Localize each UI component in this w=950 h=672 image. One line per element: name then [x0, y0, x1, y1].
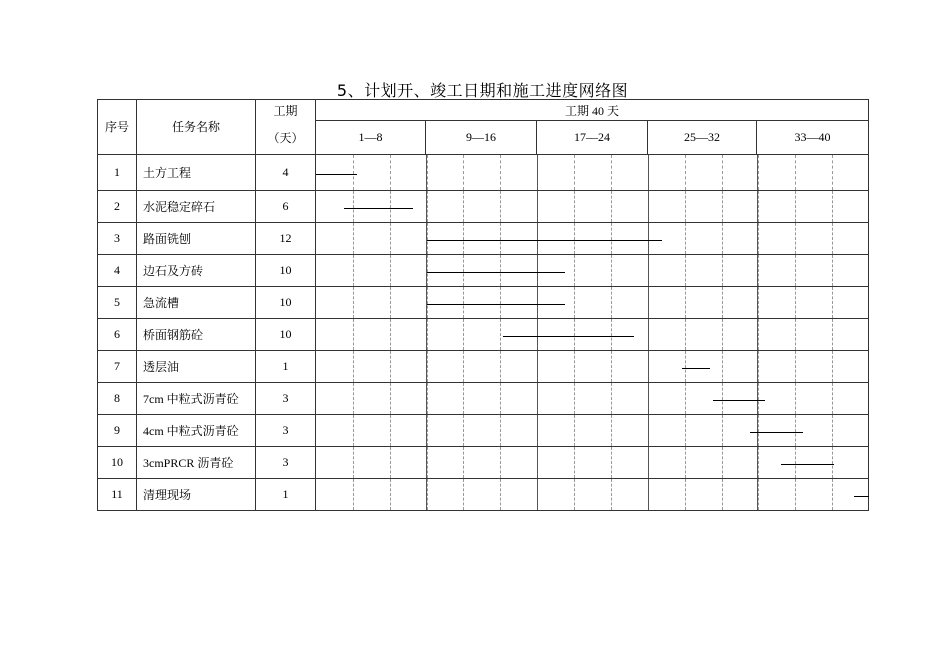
grid-line — [795, 479, 796, 510]
grid-line — [574, 287, 575, 318]
grid-line — [427, 223, 428, 254]
header-seq: 序号 — [98, 100, 137, 155]
grid-line — [574, 191, 575, 222]
grid-line — [611, 287, 612, 318]
segment-divider — [757, 191, 758, 222]
task-duration: 4 — [256, 155, 316, 191]
schedule-bar — [503, 336, 634, 337]
grid-line — [427, 319, 428, 350]
grid-line — [795, 223, 796, 254]
grid-line — [500, 447, 501, 478]
grid-line — [611, 351, 612, 382]
gantt-track — [316, 415, 869, 447]
grid-line — [685, 319, 686, 350]
grid-line — [722, 479, 723, 510]
grid-line — [463, 319, 464, 350]
task-name: 边石及方砖 — [137, 255, 256, 287]
grid-line — [500, 155, 501, 190]
header-task: 任务名称 — [137, 100, 256, 155]
segment-divider — [648, 155, 649, 190]
grid-line — [500, 479, 501, 510]
grid-line — [832, 415, 833, 446]
task-name: 3cmPRCR 沥青砼 — [137, 447, 256, 479]
gantt-track — [316, 155, 869, 191]
grid-line — [427, 479, 428, 510]
schedule-table — [97, 99, 869, 511]
table-row — [98, 447, 869, 479]
segment-divider — [537, 223, 538, 254]
segment-divider — [757, 383, 758, 414]
segment-divider — [426, 287, 427, 318]
task-duration: 10 — [256, 255, 316, 287]
grid-line — [758, 479, 759, 510]
grid-line — [685, 191, 686, 222]
schedule-bar — [427, 272, 565, 273]
task-duration: 1 — [256, 479, 316, 511]
segment-divider — [537, 415, 538, 446]
task-number: 5 — [98, 287, 137, 319]
gantt-track — [316, 447, 869, 479]
grid-line — [427, 447, 428, 478]
grid-line — [722, 319, 723, 350]
grid-line — [795, 383, 796, 414]
segment-divider — [648, 479, 649, 510]
gantt-track — [316, 223, 869, 255]
gantt-track — [316, 255, 869, 287]
grid-line — [427, 383, 428, 414]
grid-line — [685, 415, 686, 446]
grid-line — [574, 415, 575, 446]
segment-divider — [757, 319, 758, 350]
segment-divider — [537, 319, 538, 350]
grid-line — [685, 223, 686, 254]
table-row — [98, 223, 869, 255]
gantt-track — [316, 383, 869, 415]
grid-line — [390, 479, 391, 510]
segment-divider — [426, 191, 427, 222]
grid-line — [685, 155, 686, 190]
schedule-bar — [682, 368, 710, 369]
grid-line — [758, 223, 759, 254]
table-row — [98, 479, 869, 511]
grid-line — [574, 319, 575, 350]
grid-line — [427, 155, 428, 190]
grid-line — [390, 155, 391, 190]
segment-divider — [426, 383, 427, 414]
grid-line — [611, 415, 612, 446]
segment-divider — [426, 351, 427, 382]
grid-line — [795, 415, 796, 446]
table-row — [98, 383, 869, 415]
grid-line — [722, 255, 723, 286]
grid-line — [574, 255, 575, 286]
task-number: 8 — [98, 383, 137, 415]
segment-divider — [757, 447, 758, 478]
grid-line — [463, 383, 464, 414]
gantt-track — [316, 479, 869, 511]
task-number: 11 — [98, 479, 137, 511]
grid-line — [611, 191, 612, 222]
grid-line — [574, 447, 575, 478]
schedule-bar — [427, 240, 662, 241]
grid-line — [353, 287, 354, 318]
header-segment: 33—40 — [757, 121, 869, 155]
grid-line — [500, 223, 501, 254]
grid-line — [722, 155, 723, 190]
grid-line — [574, 223, 575, 254]
grid-line — [758, 415, 759, 446]
grid-line — [463, 255, 464, 286]
grid-line — [832, 255, 833, 286]
grid-line — [722, 447, 723, 478]
grid-line — [611, 255, 612, 286]
grid-line — [390, 447, 391, 478]
grid-line — [574, 383, 575, 414]
segment-divider — [537, 155, 538, 190]
grid-line — [722, 383, 723, 414]
gantt-track — [316, 191, 869, 223]
task-name: 急流槽 — [137, 287, 256, 319]
task-duration: 10 — [256, 319, 316, 351]
grid-line — [722, 351, 723, 382]
task-number: 6 — [98, 319, 137, 351]
header-duration-line1: 工期 — [273, 104, 298, 118]
grid-line — [685, 255, 686, 286]
segment-divider — [648, 383, 649, 414]
task-number: 4 — [98, 255, 137, 287]
grid-line — [500, 191, 501, 222]
grid-line — [353, 223, 354, 254]
segment-divider — [648, 191, 649, 222]
grid-line — [463, 415, 464, 446]
segment-divider — [757, 155, 758, 190]
grid-line — [832, 383, 833, 414]
segment-divider — [648, 447, 649, 478]
schedule-bar — [427, 304, 565, 305]
grid-line — [758, 155, 759, 190]
segment-divider — [648, 223, 649, 254]
grid-line — [611, 383, 612, 414]
segment-divider — [648, 415, 649, 446]
segment-divider — [648, 351, 649, 382]
grid-line — [832, 447, 833, 478]
grid-line — [390, 255, 391, 286]
grid-line — [463, 191, 464, 222]
grid-line — [390, 223, 391, 254]
grid-line — [685, 479, 686, 510]
segment-divider — [537, 255, 538, 286]
table-row — [98, 287, 869, 319]
task-number: 7 — [98, 351, 137, 383]
segment-divider — [648, 255, 649, 286]
grid-line — [390, 415, 391, 446]
grid-line — [463, 155, 464, 190]
segment-divider — [757, 255, 758, 286]
header-segment: 17—24 — [537, 121, 648, 155]
segment-divider — [426, 319, 427, 350]
schedule-bar — [750, 432, 803, 433]
grid-line — [353, 351, 354, 382]
grid-line — [427, 351, 428, 382]
task-duration: 3 — [256, 447, 316, 479]
grid-line — [500, 383, 501, 414]
segment-divider — [648, 287, 649, 318]
segment-divider — [537, 447, 538, 478]
segment-divider — [537, 479, 538, 510]
task-name: 4cm 中粒式沥青砼 — [137, 415, 256, 447]
grid-line — [353, 155, 354, 190]
grid-line — [500, 319, 501, 350]
schedule-bar — [344, 208, 413, 209]
grid-line — [574, 479, 575, 510]
grid-line — [427, 255, 428, 286]
task-name: 透层油 — [137, 351, 256, 383]
task-duration: 3 — [256, 415, 316, 447]
header-segment: 9—16 — [426, 121, 537, 155]
task-duration: 10 — [256, 287, 316, 319]
table-row — [98, 351, 869, 383]
header-duration — [256, 100, 316, 155]
grid-line — [685, 383, 686, 414]
segment-divider — [537, 351, 538, 382]
gantt-track — [316, 287, 869, 319]
segment-divider — [426, 415, 427, 446]
task-number: 9 — [98, 415, 137, 447]
grid-line — [463, 351, 464, 382]
task-name: 7cm 中粒式沥青砼 — [137, 383, 256, 415]
grid-line — [611, 223, 612, 254]
table-row — [98, 155, 869, 191]
task-name: 路面铣刨 — [137, 223, 256, 255]
segment-divider — [426, 155, 427, 190]
segment-divider — [757, 479, 758, 510]
grid-line — [758, 287, 759, 318]
segment-divider — [426, 255, 427, 286]
task-name: 水泥稳定碎石 — [137, 191, 256, 223]
grid-line — [611, 447, 612, 478]
schedule-bar — [781, 464, 835, 465]
grid-line — [611, 479, 612, 510]
header-span: 工期 40 天 — [316, 100, 869, 121]
grid-line — [500, 351, 501, 382]
task-number: 3 — [98, 223, 137, 255]
grid-line — [795, 351, 796, 382]
grid-line — [427, 415, 428, 446]
grid-line — [758, 383, 759, 414]
grid-line — [832, 155, 833, 190]
segment-divider — [537, 191, 538, 222]
grid-line — [353, 319, 354, 350]
segment-divider — [757, 223, 758, 254]
grid-line — [758, 351, 759, 382]
grid-line — [500, 415, 501, 446]
grid-line — [353, 383, 354, 414]
header-segment: 1—8 — [316, 121, 426, 155]
grid-line — [832, 287, 833, 318]
segment-divider — [648, 319, 649, 350]
grid-line — [795, 319, 796, 350]
task-number: 2 — [98, 191, 137, 223]
schedule-bar — [713, 400, 766, 401]
segment-divider — [537, 383, 538, 414]
grid-line — [795, 255, 796, 286]
grid-line — [758, 319, 759, 350]
header-duration-line2: （天） — [267, 131, 304, 145]
table-row — [98, 255, 869, 287]
grid-line — [390, 383, 391, 414]
task-name: 桥面钢筋砼 — [137, 319, 256, 351]
grid-line — [427, 287, 428, 318]
grid-line — [390, 319, 391, 350]
grid-line — [722, 191, 723, 222]
grid-line — [463, 447, 464, 478]
grid-line — [685, 351, 686, 382]
grid-line — [427, 191, 428, 222]
grid-line — [463, 287, 464, 318]
grid-line — [795, 287, 796, 318]
grid-line — [685, 287, 686, 318]
segment-divider — [537, 287, 538, 318]
grid-line — [353, 255, 354, 286]
grid-line — [722, 287, 723, 318]
task-duration: 1 — [256, 351, 316, 383]
grid-line — [390, 287, 391, 318]
grid-line — [463, 479, 464, 510]
grid-line — [795, 447, 796, 478]
table-row — [98, 415, 869, 447]
segment-divider — [757, 351, 758, 382]
grid-line — [390, 191, 391, 222]
grid-line — [832, 351, 833, 382]
segment-divider — [426, 223, 427, 254]
task-duration: 6 — [256, 191, 316, 223]
task-duration: 3 — [256, 383, 316, 415]
gantt-track — [316, 319, 869, 351]
grid-line — [611, 155, 612, 190]
task-number: 1 — [98, 155, 137, 191]
grid-line — [758, 447, 759, 478]
grid-line — [500, 255, 501, 286]
grid-line — [758, 191, 759, 222]
grid-line — [758, 255, 759, 286]
segment-divider — [757, 415, 758, 446]
grid-line — [574, 351, 575, 382]
schedule-bar — [316, 174, 357, 175]
segment-divider — [426, 479, 427, 510]
task-name: 清理现场 — [137, 479, 256, 511]
task-name: 土方工程 — [137, 155, 256, 191]
grid-line — [611, 319, 612, 350]
grid-line — [353, 479, 354, 510]
task-duration: 12 — [256, 223, 316, 255]
header-segment: 25—32 — [648, 121, 757, 155]
grid-line — [353, 447, 354, 478]
grid-line — [795, 191, 796, 222]
page-title: 5、计划开、竣工日期和施工进度网络图 — [336, 81, 629, 100]
gantt-track — [316, 351, 869, 383]
task-number: 10 — [98, 447, 137, 479]
segment-divider — [757, 287, 758, 318]
grid-line — [390, 351, 391, 382]
grid-line — [832, 479, 833, 510]
grid-line — [722, 223, 723, 254]
grid-line — [574, 155, 575, 190]
grid-line — [463, 223, 464, 254]
grid-line — [685, 447, 686, 478]
grid-line — [353, 415, 354, 446]
grid-line — [353, 191, 354, 222]
table-row — [98, 319, 869, 351]
grid-line — [832, 223, 833, 254]
schedule-bar — [854, 496, 869, 497]
segment-divider — [426, 447, 427, 478]
grid-line — [832, 191, 833, 222]
grid-line — [832, 319, 833, 350]
grid-line — [722, 415, 723, 446]
grid-line — [795, 155, 796, 190]
grid-line — [500, 287, 501, 318]
table-row — [98, 191, 869, 223]
